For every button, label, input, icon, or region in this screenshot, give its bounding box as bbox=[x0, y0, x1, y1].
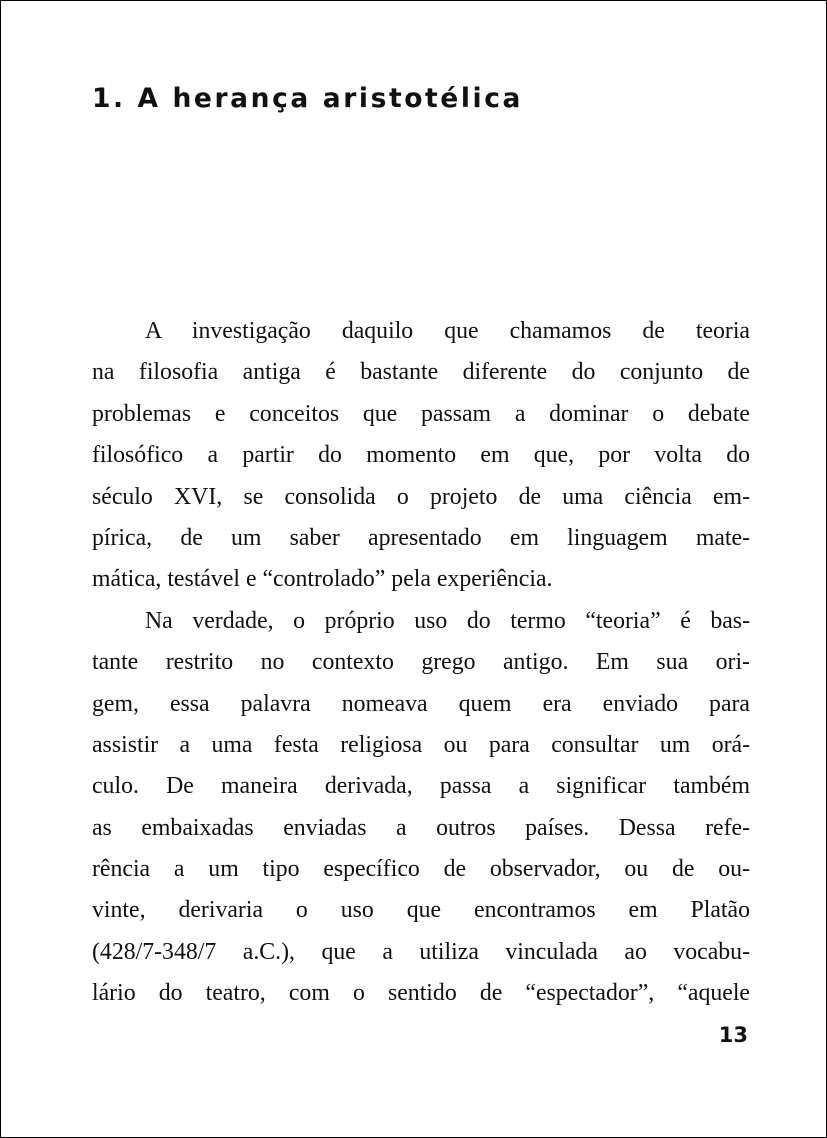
text-line: problemas e conceitos que passam a dominar o debate bbox=[92, 400, 750, 427]
text-line: as embaixadas enviadas a outros países. Dessa refe- bbox=[92, 814, 750, 841]
text-line: (428/7-348/7 a.C.), que a utiliza vinculada ao vocabu- bbox=[92, 938, 750, 965]
text-line: vinte, derivaria o uso que encontramos em Platão bbox=[92, 897, 750, 924]
text-line: tante restrito no contexto grego antigo. Em sua ori- bbox=[92, 649, 750, 676]
body-text bbox=[92, 311, 750, 1015]
text-line: assistir a uma festa religiosa ou para consultar um orá- bbox=[92, 731, 750, 758]
text-line: filosófico a partir do momento em que, por volta do bbox=[92, 442, 750, 469]
text-line: lário do teatro, com o sentido de “espectador”, “aquele bbox=[92, 980, 750, 1007]
chapter-title: 1. A herança aristotélica bbox=[92, 83, 524, 114]
page-number: 13 bbox=[718, 1023, 748, 1047]
paragraph-2 bbox=[92, 601, 750, 1015]
text-line: rência a um tipo específico de observador, ou de ou- bbox=[92, 856, 750, 883]
text-line: mática, testável e “controlado” pela experiência. bbox=[92, 566, 553, 593]
text-line: na filosofia antiga é bastante diferente do conjunto de bbox=[92, 359, 750, 386]
paragraph-1 bbox=[92, 311, 750, 601]
text-line: A investigação daquilo que chamamos de teoria bbox=[145, 318, 750, 344]
text-line: gem, essa palavra nomeava quem era enviado para bbox=[92, 690, 750, 717]
text-line: Na verdade, o próprio uso do termo “teoria” é bas- bbox=[145, 607, 750, 634]
text-line: culo. De maneira derivada, passa a significar também bbox=[92, 773, 750, 800]
text-line: pírica, de um saber apresentado em linguagem mate- bbox=[92, 524, 750, 551]
text-line: século XVI, se consolida o projeto de uma ciência em- bbox=[92, 483, 750, 510]
